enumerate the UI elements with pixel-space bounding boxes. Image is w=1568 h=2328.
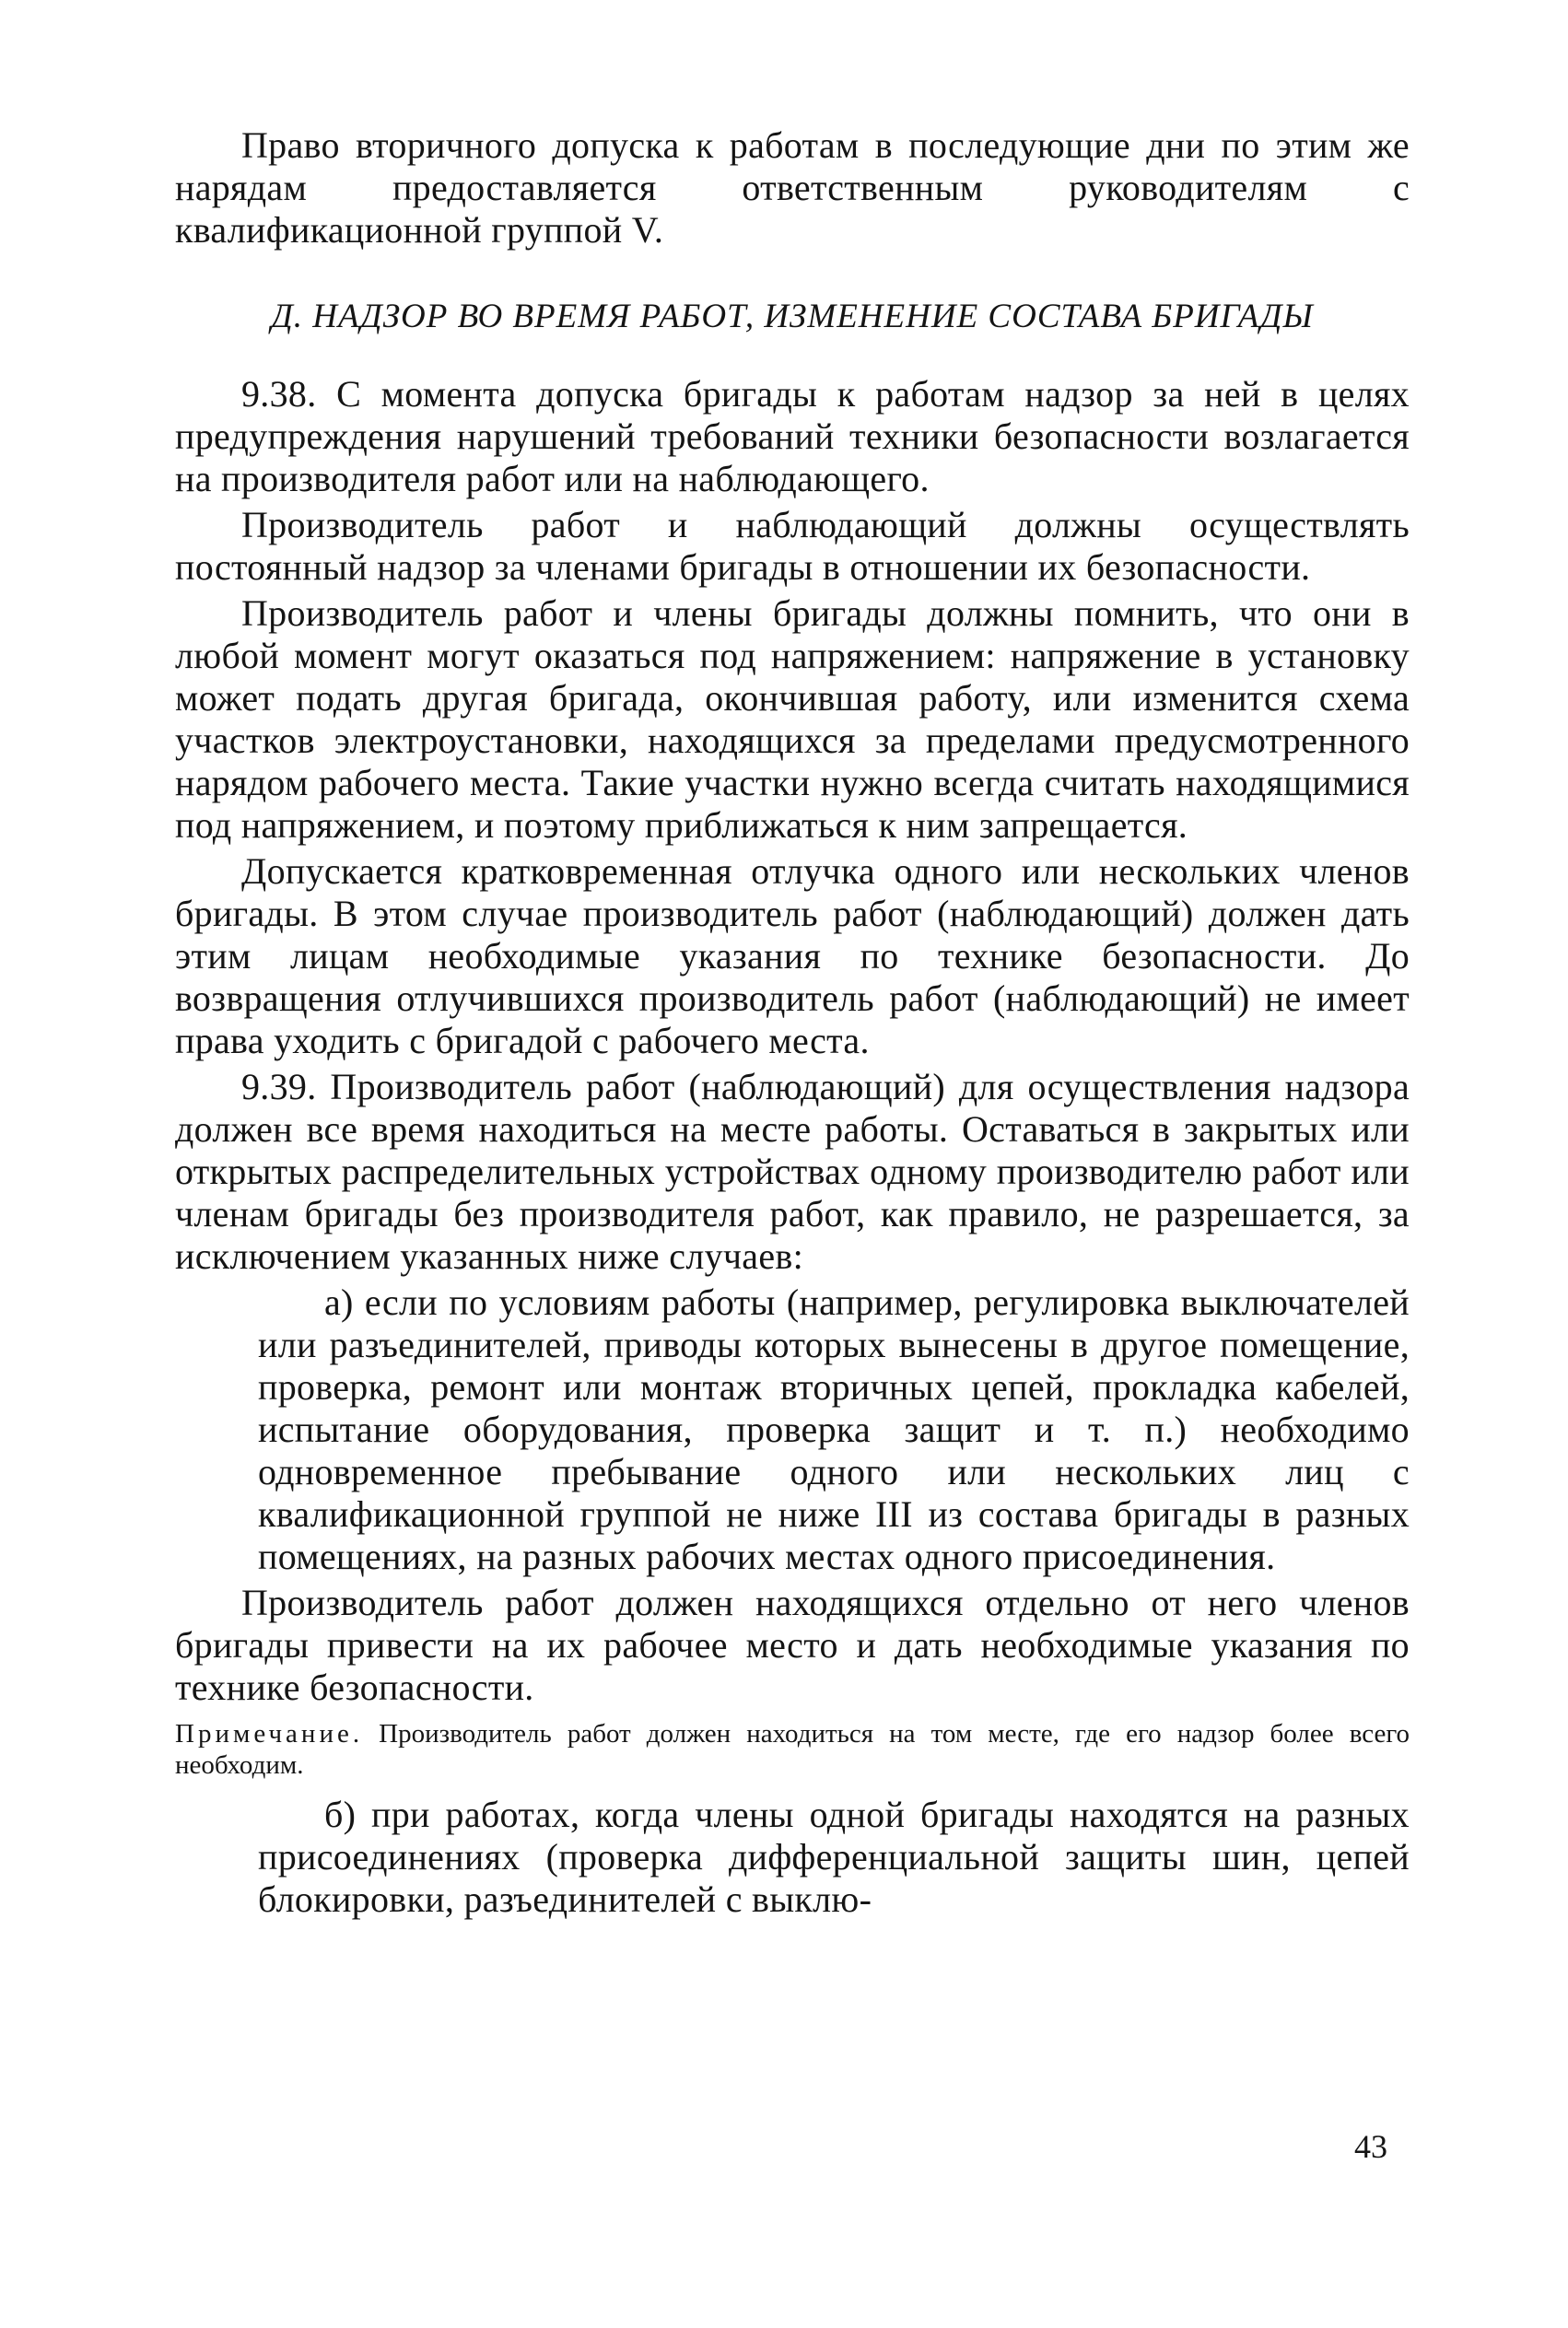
document-page [175,124,1410,1924]
page-number: 43 [1354,2128,1387,2165]
note-text: Производитель работ должен находиться на том месте, где его надзор более всего необходим. [175,1719,1410,1780]
paragraph-short-absence: Допускается кратковременная отлучка одного или нескольких членов бригады. В этом случае производитель работ (наблюдающий) должен дать этим лицам необходимые указания по технике безопасности. До возвращения отлучившихся производитель работ (наблюдающий) не имеет права уходить с бригадой с рабочего места. [175,850,1410,1061]
section-heading: Д. НАДЗОР ВО ВРЕМЯ РАБОТ, ИЗМЕНЕНИЕ СОСТАВА БРИГАДЫ [271,298,1314,335]
paragraph-work-producer-duty: Производитель работ должен находящихся отдельно от него членов бригады привести на их рабочее место и дать необходимые указания по технике безопасности. [175,1582,1410,1708]
paragraph-secondary-admission: Право вторичного допуска к работам в последующие дни по этим же нарядам предоставляется ответственным руководителям с квалификационной группой V. [175,124,1410,251]
paragraph-9-39: 9.39. Производитель работ (наблюдающий) для осуществления надзора должен все время находиться на месте работы. Оставаться в закрытых или открытых распределительных устройствах одному производителю работ или членам бригады без производителя работ, как правило, не разрешается, за исключением указанных ниже случаев: [175,1066,1410,1277]
note-label: Примечание. [175,1719,364,1749]
paragraph-9-38: 9.38. С момента допуска бригады к работам надзор за ней в целях предупреждения нарушений требований техники безопасности возлагается на производителя работ или на наблюдающего. [175,373,1410,499]
paragraph-voltage-warning: Производитель работ и члены бригады должны помнить, что они в любой момент могут оказаться под напряжением: напряжение в установку может подать другая бригада, окончившая работу, или изменится схема участков электроустановки, находящихся за пределами предусмотренного нарядом рабочего места. Такие участки нужно всегда считать находящимися под напряжением, и поэтому приближаться к ним запрещается. [175,592,1410,846]
list-item-a: а) если по условиям работы (например, регулировка выключателей или разъединителей, приводы которых вынесены в другое помещение, проверка, ремонт или монтаж вторичных цепей, прокладка кабелей, испытание оборудования, проверка защит и т. п.) необходимо одновременное пребывание одного или нескольких лиц с квалификационной группой не ниже III из состава бригады в разных помещениях, на разных рабочих местах одного присоединения. [258,1281,1410,1577]
note [175,1718,1410,1781]
paragraph-supervision: Производитель работ и наблюдающий должны осуществлять постоянный надзор за членами бригады в отношении их безопасности. [175,504,1410,588]
list-item-b: б) при работах, когда члены одной бригады находятся на разных присоединениях (проверка дифференциальной защиты шин, цепей блокировки, разъединителей с выклю- [258,1794,1410,1920]
